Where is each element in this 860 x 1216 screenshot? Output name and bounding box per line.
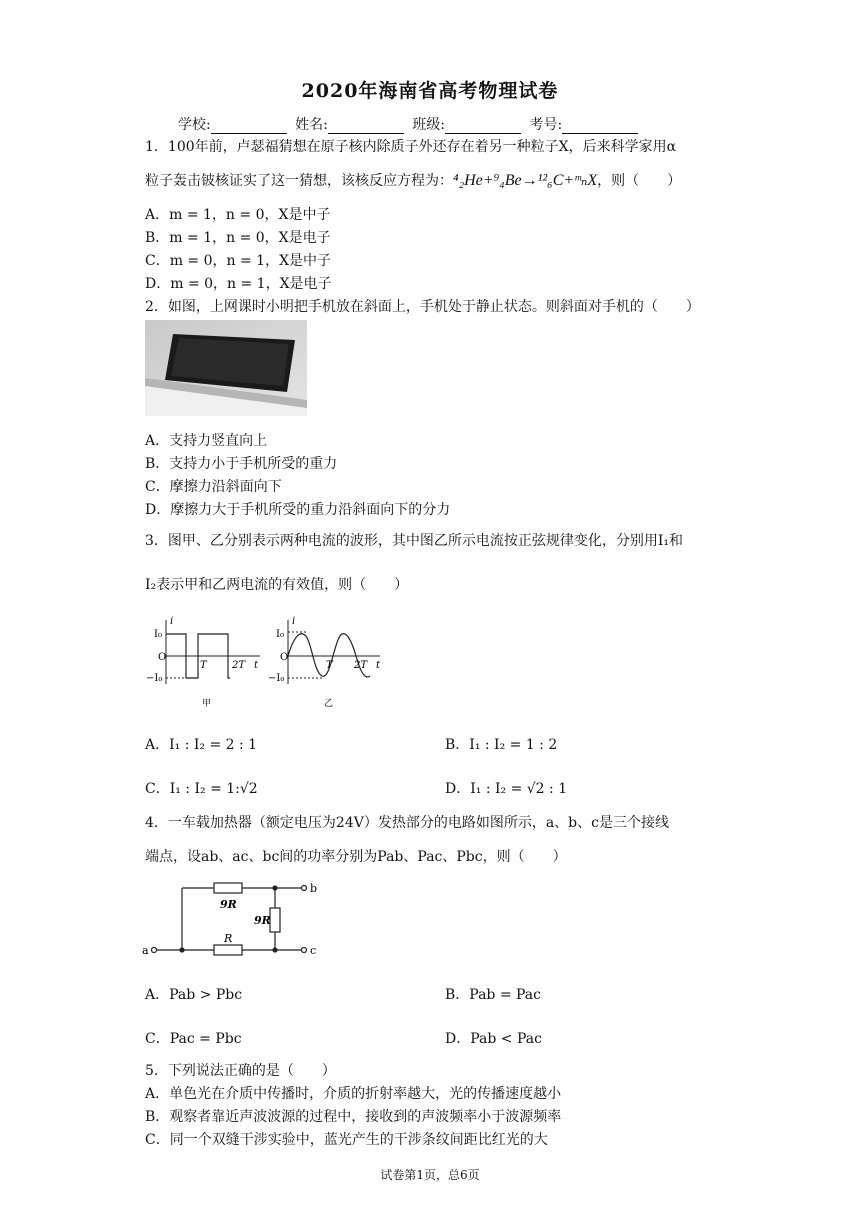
jia-t-label: t bbox=[254, 660, 259, 671]
q1-stem-pre: 粒子轰击铍核证实了这一猜想，该核反应方程为： bbox=[145, 173, 453, 189]
q4-stem-line1: 4．一车载加热器（额定电压为24V）发热部分的电路如图所示，a、b、c是三个接线 bbox=[145, 815, 669, 831]
resistor-bottom-label: R bbox=[224, 932, 233, 945]
q3-stem-line1: 3．图甲、乙分别表示两种电流的波形，其中图乙所示电流按正弦规律变化，分别用I₁和 bbox=[145, 533, 684, 549]
q4-option-b[interactable]: B．Pab = Pac bbox=[445, 987, 541, 1003]
jia-i-label: i bbox=[170, 616, 174, 627]
name-blank[interactable] bbox=[328, 119, 404, 134]
q5-option-c[interactable]: C．同一个双缝干涉实验中，蓝光产生的干涉条纹间距比红光的大 bbox=[145, 1132, 548, 1148]
terminal-b-label: b bbox=[310, 882, 318, 895]
q4-option-c[interactable]: C．Pac = Pbc bbox=[145, 1031, 242, 1047]
q4-option-a[interactable]: A．Pab > Pbc bbox=[145, 987, 243, 1003]
jia-caption: 甲 bbox=[202, 699, 212, 709]
q1-stem-line2 bbox=[145, 170, 681, 190]
page-footer: 试卷第1页，总6页 bbox=[380, 1168, 480, 1182]
q3-waveform-figures bbox=[140, 614, 400, 710]
q3-option-d[interactable]: D．I₁ : I₂ = √2 : 1 bbox=[445, 781, 568, 797]
yi-2T-label: 2T bbox=[354, 660, 368, 671]
class-label: 班级: bbox=[412, 117, 446, 133]
q1-option-a[interactable]: A．m = 1，n = 0，X是中子 bbox=[145, 207, 331, 223]
sine-wave-graph bbox=[288, 620, 380, 684]
terminal-c-label: c bbox=[310, 944, 317, 957]
q1-option-d[interactable]: D．m = 0，n = 1，X是电子 bbox=[145, 276, 332, 292]
jia-T-label: T bbox=[200, 660, 207, 671]
exam-title: 2020年海南省高考物理试卷 bbox=[301, 80, 559, 102]
jia-2T-label: 2T bbox=[232, 660, 246, 671]
yi-I0-label: I₀ bbox=[276, 629, 284, 640]
q2-option-a[interactable]: A．支持力竖直向上 bbox=[145, 433, 268, 449]
yi-t-label: t bbox=[376, 660, 381, 671]
q5-option-a[interactable]: A．单色光在介质中传播时，介质的折射率越大，光的传播速度越小 bbox=[145, 1086, 562, 1102]
class-blank[interactable] bbox=[445, 119, 521, 134]
yi-negI0-label: −I₀ bbox=[268, 673, 285, 684]
q5-stem: 5．下列说法正确的是（ ） bbox=[145, 1063, 336, 1079]
jia-I0-label: I₀ bbox=[154, 629, 162, 640]
phone-on-slope-photo bbox=[145, 320, 307, 416]
resistor-top-label: 9R bbox=[220, 898, 237, 911]
name-label: 姓名: bbox=[295, 117, 328, 133]
q2-option-c[interactable]: C．摩擦力沿斜面向下 bbox=[145, 479, 282, 495]
student-info-line bbox=[178, 114, 642, 134]
terminal-a-label: a bbox=[142, 944, 149, 957]
q4-stem-line2: 端点，设ab、ac、bc间的功率分别为Pab、Pac、Pbc，则（ ） bbox=[145, 849, 567, 865]
yi-i-label: i bbox=[292, 616, 296, 627]
q2-option-d[interactable]: D．摩擦力大于手机所受的重力沿斜面向下的分力 bbox=[145, 502, 451, 518]
q3-stem-line2: I₂表示甲和乙两电流的有效值，则（ ） bbox=[145, 577, 409, 593]
yi-O-label: O bbox=[280, 652, 289, 663]
jia-negI0-label: −I₀ bbox=[146, 673, 163, 684]
q1-equation: ⁴₂He+⁹₄Be→¹²₆C+ᵐₙX bbox=[453, 172, 598, 189]
school-blank[interactable] bbox=[211, 119, 287, 134]
number-label: 考号: bbox=[529, 117, 563, 133]
q4-option-d[interactable]: D．Pab < Pac bbox=[445, 1031, 542, 1047]
q1-stem-post: ，则（ ） bbox=[597, 173, 682, 189]
q3-option-b[interactable]: B．I₁ : I₂ = 1 : 2 bbox=[445, 737, 558, 753]
number-blank[interactable] bbox=[562, 119, 638, 134]
q1-option-c[interactable]: C．m = 0，n = 1，X是中子 bbox=[145, 253, 332, 269]
q1-option-b[interactable]: B．m = 1，n = 0，X是电子 bbox=[145, 230, 331, 246]
q3-option-c[interactable]: C．I₁ : I₂ = 1:√2 bbox=[145, 781, 258, 797]
resistor-middle-label: 9R bbox=[254, 914, 271, 927]
q3-option-a[interactable]: A．I₁ : I₂ = 2 : 1 bbox=[145, 737, 258, 753]
jia-O-label: O bbox=[158, 652, 167, 663]
q4-circuit-diagram bbox=[142, 880, 322, 964]
q2-option-b[interactable]: B．支持力小于手机所受的重力 bbox=[145, 456, 338, 472]
yi-caption: 乙 bbox=[324, 699, 334, 709]
square-wave-graph bbox=[166, 620, 260, 684]
q1-stem-line1: 1．100年前，卢瑟福猜想在原子核内除质子外还存在着另一种粒子X，后来科学家用α bbox=[145, 139, 677, 155]
school-label: 学校: bbox=[178, 117, 211, 133]
q5-option-b[interactable]: B．观察者靠近声波波源的过程中，接收到的声波频率小于波源频率 bbox=[145, 1109, 562, 1125]
yi-T-label: T bbox=[326, 660, 333, 671]
q2-stem: 2．如图，上网课时小明把手机放在斜面上，手机处于静止状态。则斜面对手机的（ ） bbox=[145, 299, 700, 315]
